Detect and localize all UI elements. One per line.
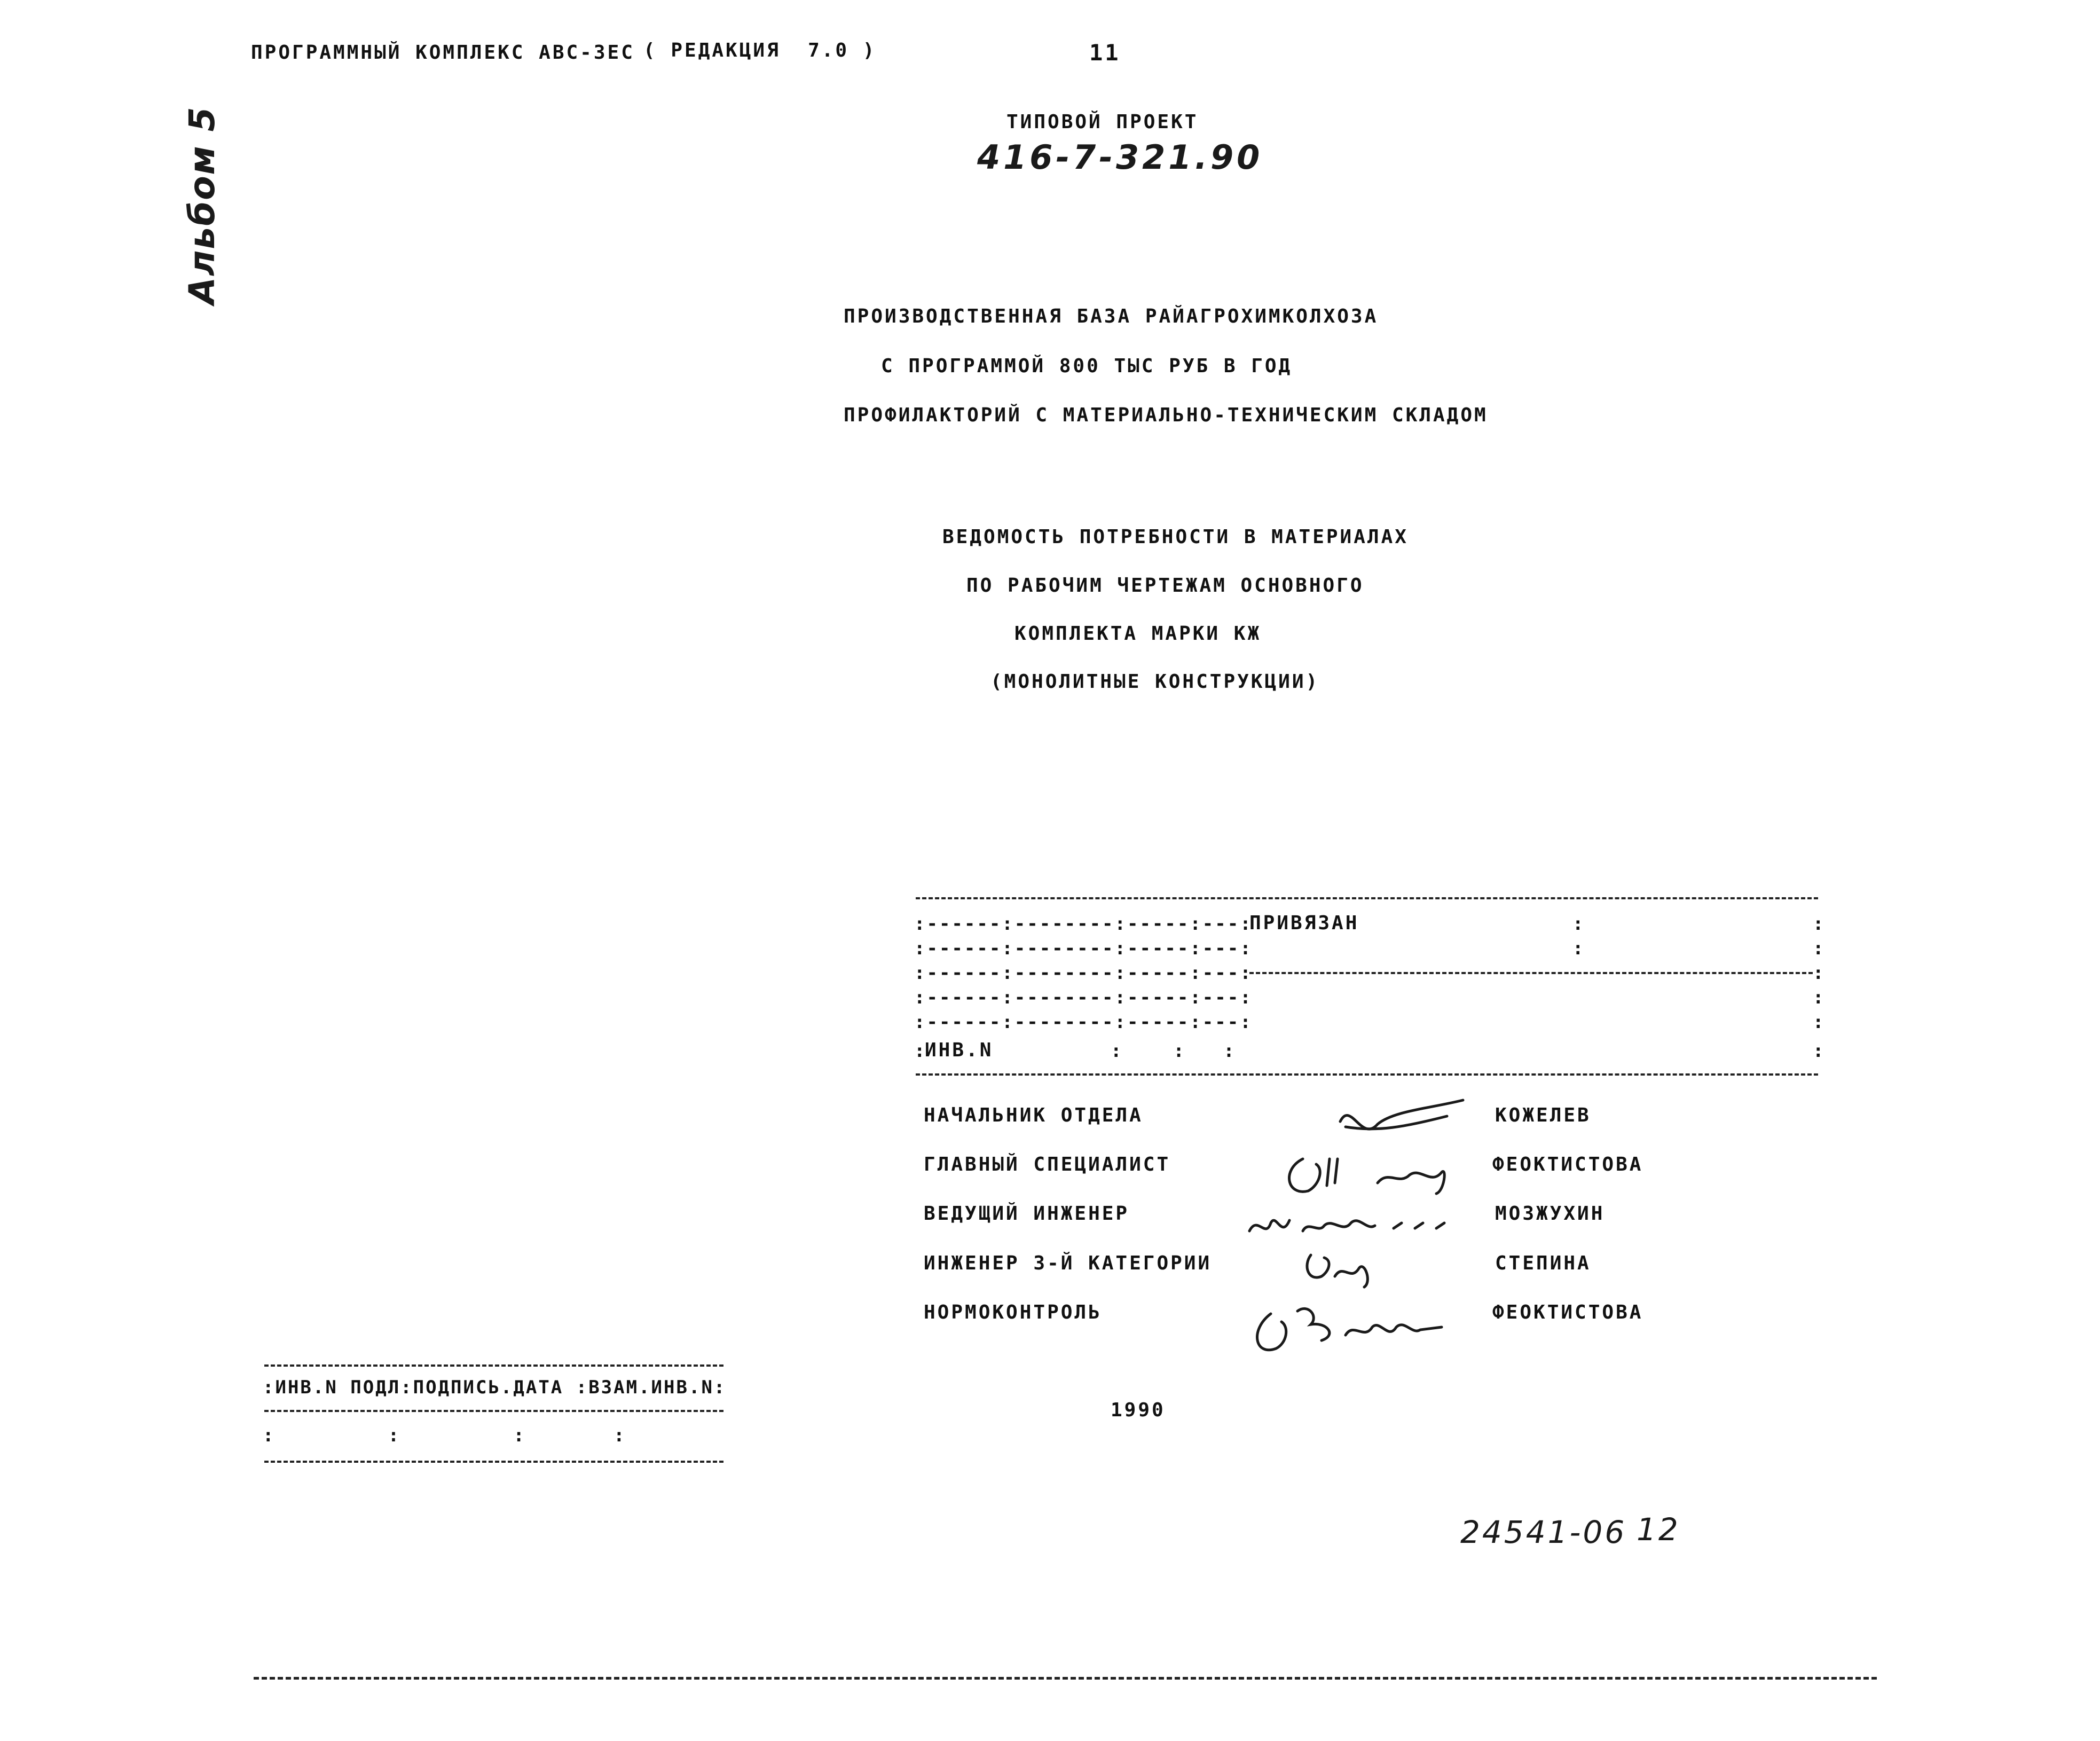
stamp-colon-r6a: : [914,1040,927,1062]
stamp-colon-r2a: : [1572,938,1585,959]
sig-name-4: СТЕПИНА [1495,1252,1591,1274]
sig-role-4: ИНЖЕНЕР 3-Й КАТЕГОРИИ [924,1252,1212,1274]
album-label: Альбом 5 [182,106,223,304]
doc-code: 24541-06 [1460,1514,1627,1550]
stamp-bound-label: ПРИВЯЗАН [1249,912,1359,934]
doc-line-3: КОМПЛЕКТА МАРКИ КЖ [1014,623,1262,645]
sig-role-3: ВЕДУЩИЙ ИНЖЕНЕР [924,1203,1130,1225]
doc-line-1: ВЕДОМОСТЬ ПОТРЕБНОСТИ В МАТЕРИАЛАХ [942,526,1409,548]
title-line-3: ПРОФИЛАКТОРИЙ С МАТЕРИАЛЬНО-ТЕХНИЧЕСКИМ СКЛАДОМ [844,404,1488,426]
signature-strokes [1217,1079,1495,1356]
doc-line-2: ПО РАБОЧИМ ЧЕРТЕЖАМ ОСНОВНОГО [966,575,1364,597]
sig-role-2: ГЛАВНЫЙ СПЕЦИАЛИСТ [924,1154,1171,1175]
stamp-colon-r5b: : [1813,1011,1826,1033]
stamp-bottom-line [916,1073,1818,1076]
sig-name-2: ФЕОКТИСТОВА [1492,1154,1643,1175]
stamp-colon-r4b: : [1813,987,1826,1008]
sheet-number: 12 [1637,1511,1680,1548]
page-mark: 11 [1089,40,1121,66]
stamp-mid-line [1249,972,1813,974]
stamp-top-line [916,897,1818,899]
cut-line [254,1677,1877,1680]
project-type: ТИПОВОЙ ПРОЕКТ [1006,111,1199,133]
year: 1990 [1111,1399,1166,1421]
title-line-2: С ПРОГРАММОЙ 800 ТЫС РУБ В ГОД [881,355,1293,377]
sig-name-1: КОЖЕЛЕВ [1495,1104,1591,1126]
stamp-colon-r6b: : [1813,1040,1826,1062]
inv-header: :ИНВ.N ПОДЛ:ПОДПИСЬ.ДАТА :ВЗАМ.ИНВ.N: [263,1377,727,1398]
stamp-inv-label: ИНВ.N [925,1039,994,1061]
title-line-1: ПРОИЗВОДСТВЕННАЯ БАЗА РАЙАГРОХИМКОЛХОЗА [844,305,1379,327]
inv-mid-line [264,1410,723,1412]
inv-cells: : : : : [263,1425,626,1446]
stamp-colon-r2b: : [1813,938,1826,959]
sig-role-1: НАЧАЛЬНИК ОТДЕЛА [924,1104,1143,1126]
project-number: 416-7-321.90 [977,138,1263,177]
stamp-row-1: :------:--------:-----:---: [914,913,1253,935]
sig-name-5: ФЕОКТИСТОВА [1492,1301,1643,1323]
doc-line-4: (МОНОЛИТНЫЕ КОНСТРУКЦИИ) [990,671,1320,693]
stamp-colon-r3b: : [1813,962,1826,984]
stamp-row-4: :------:--------:-----:---: [914,987,1253,1008]
inv-top-line [264,1364,723,1367]
sig-name-3: МОЗЖУХИН [1495,1203,1605,1225]
stamp-colon-r1a: : [1572,913,1585,935]
edition-label: ( РЕДАКЦИЯ 7.0 ) [643,40,877,61]
stamp-row-2: :------:--------:-----:---: [914,938,1253,959]
stamp-row-5: :------:--------:-----:---: [914,1011,1253,1033]
stamp-row-3: :------:--------:-----:---: [914,962,1253,984]
inv-bottom-line [264,1461,723,1463]
stamp-colon-r6-rest: : : : [1111,1040,1236,1062]
sig-role-5: НОРМОКОНТРОЛЬ [924,1301,1102,1323]
program-title: ПРОГРАММНЫЙ КОМПЛЕКС АВС-3ЕС [251,42,635,64]
stamp-colon-r1b: : [1813,913,1826,935]
